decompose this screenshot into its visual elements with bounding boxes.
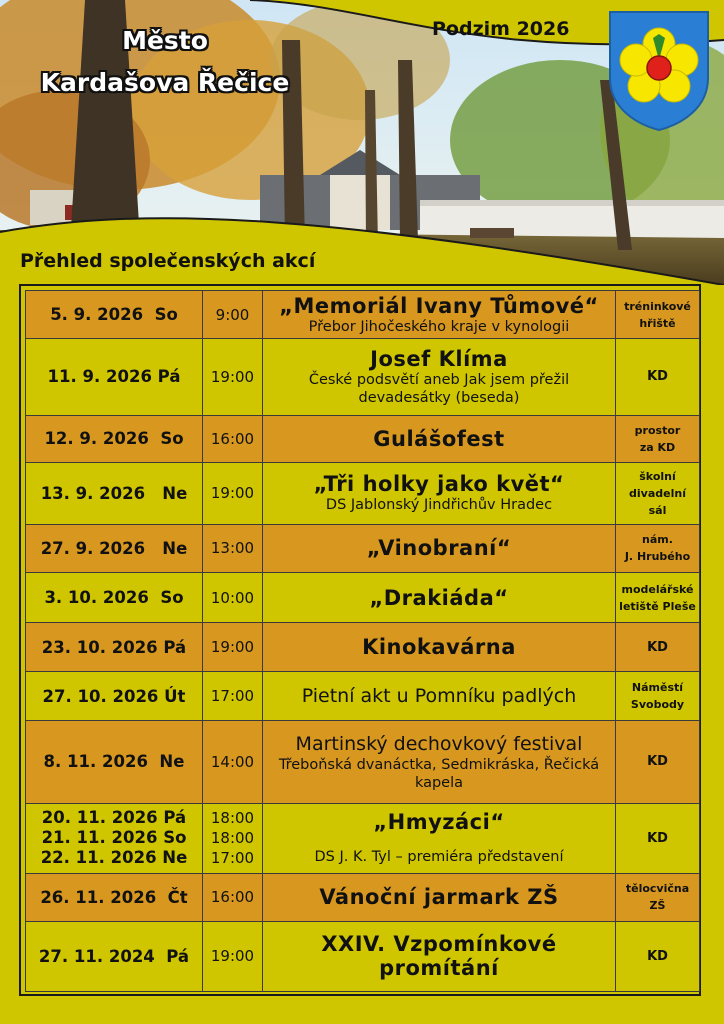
- event-row: [26, 415, 700, 462]
- event-place: školní: [639, 469, 676, 483]
- event-title: „Vinobraní“: [366, 536, 512, 561]
- coat-of-arms-icon: [606, 8, 712, 132]
- event-description-cell: [263, 462, 616, 524]
- event-time-cell: [203, 921, 263, 991]
- event-date-cell: [26, 803, 203, 873]
- event-description-cell: [263, 524, 616, 572]
- event-place: prostor: [634, 423, 681, 437]
- event-place: modelářské: [621, 582, 694, 596]
- event-date: 27. 10. 2026 Út: [42, 686, 186, 706]
- event-subtitle: DS Jablonský Jindřichův Hradec: [325, 497, 553, 514]
- event-row: [26, 462, 700, 524]
- event-date: 21. 11. 2026 So: [41, 828, 187, 848]
- event-place: KD: [647, 948, 668, 964]
- event-description-cell: [263, 671, 616, 720]
- event-time: 10:00: [210, 588, 255, 607]
- event-place-cell: [616, 462, 700, 524]
- event-row: [26, 671, 700, 720]
- event-description-cell: [263, 415, 616, 462]
- event-place: za KD: [639, 440, 676, 454]
- event-time-cell: [203, 415, 263, 462]
- event-date-cell: [26, 415, 203, 462]
- event-time-cell: [203, 803, 263, 873]
- event-time: 9:00: [215, 305, 250, 324]
- event-title: „Drakiáda“: [369, 585, 509, 610]
- event-date: 5. 9. 2026 So: [50, 305, 178, 325]
- event-description-cell: [263, 573, 616, 623]
- event-place: tělocvična: [625, 882, 690, 896]
- event-place: divadelní: [629, 486, 686, 500]
- event-place: Svobody: [630, 698, 685, 712]
- event-time: 19:00: [210, 484, 255, 503]
- event-date-cell: [26, 291, 203, 339]
- event-subtitle: České podsvětí aneb Jak jsem přežil devadesátky (beseda): [308, 371, 570, 406]
- event-description-cell: [263, 339, 616, 415]
- event-row: [26, 291, 700, 339]
- event-title: Martinský dechovkový festival: [295, 732, 583, 755]
- event-place-cell: [616, 291, 700, 339]
- header-banner: [0, 0, 724, 285]
- event-date-cell: [26, 721, 203, 803]
- event-place: nám.: [642, 533, 673, 547]
- event-place-cell: [616, 573, 700, 623]
- event-row: [26, 623, 700, 671]
- event-place: KD: [647, 830, 668, 846]
- event-place-cell: [616, 803, 700, 873]
- event-date: 20. 11. 2026 Pá: [41, 808, 187, 828]
- event-subtitle: Přebor Jihočeského kraje v kynologii: [308, 318, 570, 335]
- event-date: 22. 11. 2026 Ne: [40, 848, 188, 868]
- event-title: Vánoční jarmark ZŠ: [319, 885, 559, 910]
- event-date: 8. 11. 2026 Ne: [43, 752, 185, 772]
- event-date-cell: [26, 671, 203, 720]
- event-description-cell: [263, 721, 616, 803]
- event-date-cell: [26, 524, 203, 572]
- event-place-cell: [616, 873, 700, 921]
- event-subtitle: Třeboňská dvanáctka, Sedmikráska, Řečická kapela: [278, 756, 600, 791]
- event-time-cell: [203, 524, 263, 572]
- event-date-cell: [26, 921, 203, 991]
- event-place: J. Hrubého: [624, 550, 691, 564]
- town-name-line2: Kardašova Řečice: [40, 68, 290, 97]
- event-place-cell: [616, 671, 700, 720]
- event-time-cell: [203, 573, 263, 623]
- event-date: 23. 10. 2026 Pá: [41, 637, 187, 657]
- event-time: 16:00: [210, 429, 255, 448]
- event-title: „Memoriál Ivany Tůmové“: [279, 293, 599, 318]
- event-description-cell: [263, 921, 616, 991]
- event-row: [26, 803, 700, 873]
- event-date-cell: [26, 873, 203, 921]
- event-date: 3. 10. 2026 So: [44, 588, 184, 608]
- event-place-cell: [616, 921, 700, 991]
- event-row: [26, 573, 700, 623]
- event-description-cell: [263, 803, 616, 873]
- event-time: 17:00: [210, 849, 255, 868]
- event-place: KD: [647, 639, 668, 655]
- event-place-cell: [616, 524, 700, 572]
- town-name: [0, 20, 330, 104]
- event-place-cell: [616, 339, 700, 415]
- event-time: 19:00: [210, 947, 255, 966]
- event-title: Gulášofest: [373, 426, 505, 451]
- event-date-cell: [26, 623, 203, 671]
- event-row: [26, 721, 700, 803]
- event-row: [26, 921, 700, 991]
- event-time-cell: [203, 339, 263, 415]
- event-row: [26, 339, 700, 415]
- town-name-line1: Město: [122, 26, 208, 55]
- event-place: ZŠ: [649, 899, 666, 913]
- event-time: 13:00: [210, 539, 255, 558]
- event-time-cell: [203, 623, 263, 671]
- page-subtitle: Přehled společenských akcí: [20, 250, 316, 272]
- event-time: 16:00: [210, 888, 255, 907]
- event-place: letiště Pleše: [619, 599, 696, 613]
- event-place: Náměstí: [631, 681, 684, 695]
- event-date-cell: [26, 462, 203, 524]
- event-date: 26. 11. 2026 Čt: [40, 887, 188, 907]
- event-title: „Tři holky jako květ“: [313, 472, 565, 497]
- event-title: XXIV. Vzpomínkové promítání: [321, 932, 557, 981]
- event-time: 18:00: [210, 809, 255, 828]
- event-place-cell: [616, 415, 700, 462]
- event-title: Kinokavárna: [362, 635, 516, 660]
- event-time-cell: [203, 671, 263, 720]
- event-time-cell: [203, 462, 263, 524]
- event-date: 11. 9. 2026 Pá: [47, 367, 181, 387]
- event-date: 12. 9. 2026 So: [44, 429, 184, 449]
- event-date: 27. 11. 2024 Pá: [38, 946, 190, 966]
- events-table-frame: [19, 284, 701, 996]
- event-place: sál: [648, 503, 667, 517]
- event-subtitle: DS J. K. Tyl – premiéra představení: [314, 849, 564, 866]
- event-date-cell: [26, 573, 203, 623]
- event-time: 14:00: [210, 752, 255, 771]
- event-description-cell: [263, 291, 616, 339]
- event-row: [26, 524, 700, 572]
- season-label: Podzim 2026: [432, 18, 570, 40]
- event-time-cell: [203, 291, 263, 339]
- event-time: 19:00: [210, 367, 255, 386]
- event-time-cell: [203, 873, 263, 921]
- event-time-cell: [203, 721, 263, 803]
- event-date: 13. 9. 2026 Ne: [40, 483, 188, 503]
- event-time: 19:00: [210, 638, 255, 657]
- event-place-cell: [616, 721, 700, 803]
- event-title: „Hmyzáci“: [373, 810, 505, 835]
- event-place-cell: [616, 623, 700, 671]
- event-description-cell: [263, 623, 616, 671]
- event-place: tréninkové: [624, 299, 691, 313]
- event-date: 27. 9. 2026 Ne: [40, 538, 188, 558]
- event-time: 18:00: [210, 829, 255, 848]
- event-title: Josef Klíma: [370, 346, 508, 371]
- events-table: [25, 290, 700, 992]
- event-title: Pietní akt u Pomníku padlých: [301, 685, 577, 708]
- event-place: hřiště: [639, 316, 676, 330]
- event-description-cell: [263, 873, 616, 921]
- event-place: KD: [647, 754, 668, 770]
- event-time: 17:00: [210, 687, 255, 706]
- event-place: KD: [647, 369, 668, 385]
- event-row: [26, 873, 700, 921]
- event-date-cell: [26, 339, 203, 415]
